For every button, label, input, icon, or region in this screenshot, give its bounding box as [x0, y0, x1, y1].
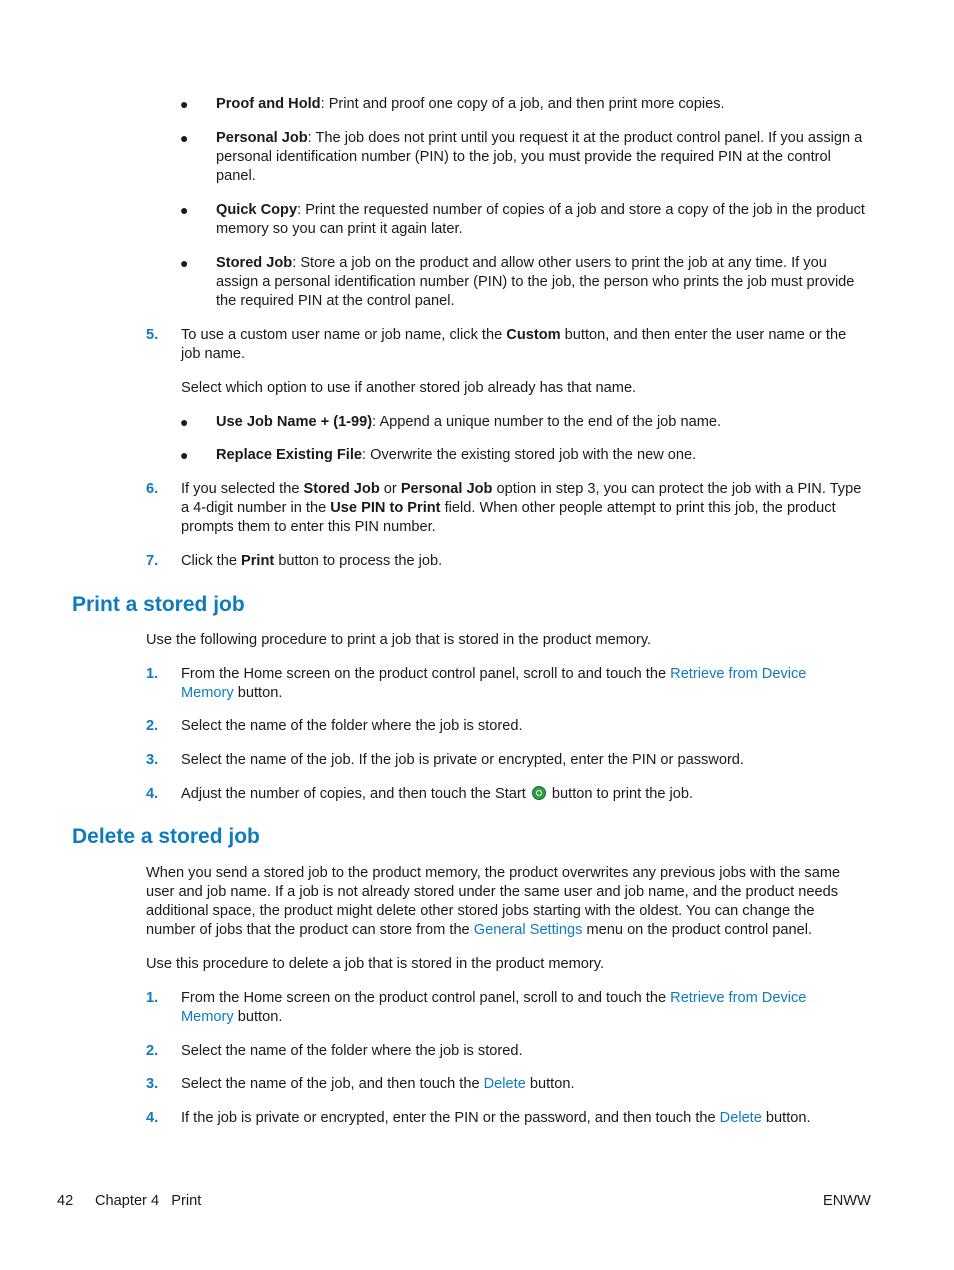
step-6-text: If you selected the Stored Job or Personal Job option in step 3, you can protect the job with a PIN. Type a 4-digit number in the Use PIN to Print field. When other people attempt to print this job, the product prompts them to enter this PIN number.	[181, 481, 862, 535]
bullet-marker: ●	[180, 255, 189, 271]
step-number: 1.	[146, 666, 159, 682]
section-heading-print-stored-job: Print a stored job	[72, 593, 245, 616]
step-number: 7.	[146, 553, 159, 569]
step-number: 3.	[146, 752, 159, 768]
bullet-use-job-name: Use Job Name + (1-99): Append a unique number to the end of the job name.	[216, 414, 722, 430]
footer-right-label: ENWW	[823, 1193, 871, 1209]
bullet-marker: ●	[180, 202, 189, 218]
delete-link[interactable]: Delete	[719, 1110, 762, 1126]
step-number: 6.	[146, 481, 159, 497]
bullet-proof-and-hold: Proof and Hold: Print and proof one copy of a job, and then print more copies.	[216, 96, 725, 112]
bullet-marker: ●	[180, 96, 189, 112]
delete-intro: When you send a stored job to the product memory, the product overwrites any previous jobs with the same user and job name. If a job is not already stored under the same user and job name, and the product needs additional space, the product might delete other stored jobs starting with the oldest. You can change the number of jobs that the product can store from the General Settings menu on the product control panel.	[146, 865, 841, 938]
bullet-personal-job: Personal Job: The job does not print until you request it at the product control panel. If you assign a personal identification number (PIN) to the job, you must provide the required PIN at the control panel.	[216, 130, 863, 184]
delete-step-1: From the Home screen on the product control panel, scroll to and touch the Retrieve from Device Memory button.	[181, 990, 807, 1025]
print-step-4: Adjust the number of copies, and then touch the Start button to print the job.	[181, 786, 694, 802]
delete-step-2: Select the name of the folder where the job is stored.	[181, 1043, 523, 1059]
bullet-marker: ●	[180, 414, 189, 430]
bullet-quick-copy: Quick Copy: Print the requested number of copies of a job and store a copy of the job in the product memory so you can print it again later.	[216, 202, 865, 237]
step-number: 2.	[146, 1043, 159, 1059]
bullet-stored-job: Stored Job: Store a job on the product and allow other users to print the job at any time. If you assign a personal identification number (PIN) to the job, the person who prints the job must provide the required PIN at the control panel.	[216, 255, 855, 309]
bullet-marker: ●	[180, 130, 189, 146]
step-number: 1.	[146, 990, 159, 1006]
step-number: 4.	[146, 1110, 159, 1126]
step-5-subtext: Select which option to use if another stored job already has that name.	[181, 380, 637, 396]
print-step-2: Select the name of the folder where the job is stored.	[181, 718, 523, 734]
retrieve-from-device-memory-link[interactable]: Retrieve from Device Memory	[181, 990, 807, 1025]
bullet-replace-existing-file: Replace Existing File: Overwrite the existing stored job with the new one.	[216, 447, 697, 463]
start-icon	[532, 786, 546, 800]
delete-intro-2: Use this procedure to delete a job that is stored in the product memory.	[146, 956, 605, 972]
step-5-text: To use a custom user name or job name, click the Custom button, and then enter the user name or the job name.	[181, 327, 847, 362]
step-7-text: Click the Print button to process the job.	[181, 553, 443, 569]
step-number: 4.	[146, 786, 159, 802]
delete-step-3: Select the name of the job, and then touch the Delete button.	[181, 1076, 575, 1092]
page-number: 42	[57, 1193, 74, 1209]
step-number: 5.	[146, 327, 159, 343]
retrieve-from-device-memory-link[interactable]: Retrieve from Device Memory	[181, 666, 807, 701]
step-number: 3.	[146, 1076, 159, 1092]
print-intro: Use the following procedure to print a job that is stored in the product memory.	[146, 632, 652, 648]
print-step-1: From the Home screen on the product control panel, scroll to and touch the Retrieve from Device Memory button.	[181, 666, 807, 701]
print-step-3: Select the name of the job. If the job is private or encrypted, enter the PIN or password.	[181, 752, 744, 768]
delete-step-4: If the job is private or encrypted, enter the PIN or the password, and then touch the Delete button.	[181, 1110, 811, 1126]
chapter-label: Chapter 4 Print	[95, 1193, 202, 1209]
bullet-marker: ●	[180, 447, 189, 463]
step-number: 2.	[146, 718, 159, 734]
section-heading-delete-stored-job: Delete a stored job	[72, 825, 260, 848]
delete-link[interactable]: Delete	[483, 1076, 526, 1092]
general-settings-link[interactable]: General Settings	[473, 922, 583, 938]
